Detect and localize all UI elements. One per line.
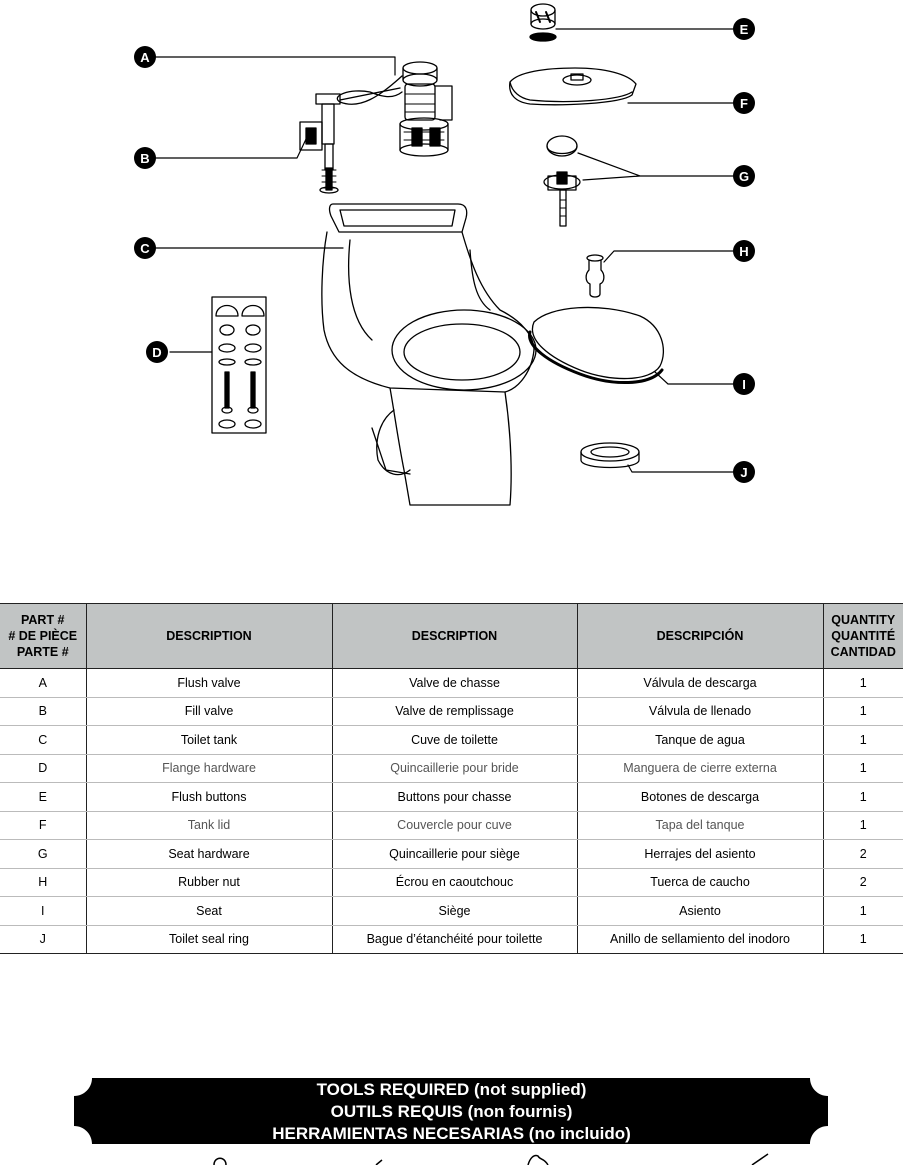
header-part-number: PART # # DE PIÈCE PARTE # xyxy=(0,604,86,669)
cell-description-fr: Quincaillerie pour siège xyxy=(332,840,577,869)
cell-part: H xyxy=(0,868,86,897)
cell-description-es: Anillo de sellamiento del inodoro xyxy=(577,925,823,954)
tool-icon-knife xyxy=(752,1154,768,1165)
flange-hardware-drawing xyxy=(212,297,266,433)
cell-part: I xyxy=(0,897,86,926)
svg-text:G: G xyxy=(738,169,750,184)
cell-quantity: 1 xyxy=(823,925,903,954)
cell-description-en: Toilet seal ring xyxy=(86,925,332,954)
callout-h xyxy=(733,240,755,262)
seat-drawing xyxy=(530,307,664,382)
tools-required-section xyxy=(0,1070,903,1165)
leader-lines xyxy=(156,29,733,472)
cell-description-fr: Siège xyxy=(332,897,577,926)
cell-description-es: Manguera de cierre externa xyxy=(577,754,823,783)
cell-description-fr: Valve de remplissage xyxy=(332,697,577,726)
tools-title-es: HERRAMIENTAS NECESARIAS (no incluido) xyxy=(272,1124,631,1143)
cell-description-en: Flange hardware xyxy=(86,754,332,783)
tools-title-fr: OUTILS REQUIS (non fournis) xyxy=(330,1102,573,1121)
cell-description-fr: Couvercle pour cuve xyxy=(332,811,577,840)
callout-e xyxy=(733,18,755,40)
table-row xyxy=(0,840,903,869)
table-row xyxy=(0,868,903,897)
table-row xyxy=(0,754,903,783)
cell-description-es: Tuerca de caucho xyxy=(577,868,823,897)
callout-j xyxy=(733,461,755,483)
cell-quantity: 1 xyxy=(823,754,903,783)
cell-quantity: 1 xyxy=(823,783,903,812)
tool-icon-wrench xyxy=(214,1158,226,1165)
table-row xyxy=(0,783,903,812)
cell-description-es: Tapa del tanque xyxy=(577,811,823,840)
svg-text:E: E xyxy=(739,22,749,37)
svg-text:A: A xyxy=(140,50,150,65)
table-row xyxy=(0,897,903,926)
cell-description-fr: Écrou en caoutchouc xyxy=(332,868,577,897)
cell-description-es: Válvula de llenado xyxy=(577,697,823,726)
callout-f xyxy=(733,92,755,114)
toilet-tank-drawing xyxy=(322,204,536,505)
cell-description-en: Flush valve xyxy=(86,669,332,698)
cell-description-en: Fill valve xyxy=(86,697,332,726)
flush-valve-drawing xyxy=(337,62,452,156)
cell-description-fr: Bague d’étanchéité pour toilette xyxy=(332,925,577,954)
cell-description-en: Seat hardware xyxy=(86,840,332,869)
cell-part: E xyxy=(0,783,86,812)
svg-text:H: H xyxy=(739,244,749,259)
callout-b xyxy=(134,147,156,169)
cell-description-fr: Buttons pour chasse xyxy=(332,783,577,812)
callout-c xyxy=(134,237,156,259)
cell-quantity: 1 xyxy=(823,726,903,755)
parts-diagram xyxy=(0,0,903,560)
cell-part: D xyxy=(0,754,86,783)
svg-text:I: I xyxy=(742,377,746,392)
callout-i xyxy=(733,373,755,395)
seal-ring-drawing xyxy=(581,443,639,468)
cell-description-es: Válvula de descarga xyxy=(577,669,823,698)
table-row xyxy=(0,726,903,755)
cell-description-en: Toilet tank xyxy=(86,726,332,755)
table-row xyxy=(0,925,903,954)
cell-description-en: Tank lid xyxy=(86,811,332,840)
cell-part: C xyxy=(0,726,86,755)
cell-description-es: Tanque de agua xyxy=(577,726,823,755)
cell-description-fr: Valve de chasse xyxy=(332,669,577,698)
cell-quantity: 2 xyxy=(823,840,903,869)
svg-text:B: B xyxy=(140,151,150,166)
cell-part: B xyxy=(0,697,86,726)
callout-a xyxy=(134,46,156,68)
cell-description-en: Seat xyxy=(86,897,332,926)
cell-description-fr: Cuve de toilette xyxy=(332,726,577,755)
parts-table xyxy=(0,603,903,954)
cell-description-es: Herrajes del asiento xyxy=(577,840,823,869)
tank-lid-drawing xyxy=(510,68,636,105)
cell-quantity: 1 xyxy=(823,669,903,698)
cell-part: J xyxy=(0,925,86,954)
header-description-en: DESCRIPTION xyxy=(86,604,332,669)
tool-icons xyxy=(214,1154,768,1165)
header-description-fr: DESCRIPTION xyxy=(332,604,577,669)
callout-d xyxy=(146,341,168,363)
cell-description-en: Flush buttons xyxy=(86,783,332,812)
table-row xyxy=(0,811,903,840)
flush-buttons-drawing xyxy=(530,4,556,41)
header-quantity: QUANTITY QUANTITÉ CANTIDAD xyxy=(823,604,903,669)
tool-icon-pliers xyxy=(528,1155,548,1165)
svg-text:F: F xyxy=(740,96,748,111)
cell-part: F xyxy=(0,811,86,840)
tools-title-en: TOOLS REQUIRED (not supplied) xyxy=(316,1080,587,1099)
svg-text:D: D xyxy=(152,345,162,360)
cell-quantity: 2 xyxy=(823,868,903,897)
svg-text:J: J xyxy=(740,465,748,480)
callout-g xyxy=(733,165,755,187)
table-header-row xyxy=(0,604,903,669)
table-row xyxy=(0,697,903,726)
cell-description-es: Asiento xyxy=(577,897,823,926)
table-row xyxy=(0,669,903,698)
cell-part: G xyxy=(0,840,86,869)
cell-part: A xyxy=(0,669,86,698)
tool-icon-screwdriver xyxy=(376,1160,382,1165)
svg-text:C: C xyxy=(140,241,150,256)
rubber-nut-drawing xyxy=(586,255,604,297)
header-description-es: DESCRIPCIÓN xyxy=(577,604,823,669)
cell-description-en: Rubber nut xyxy=(86,868,332,897)
cell-quantity: 1 xyxy=(823,897,903,926)
cell-quantity: 1 xyxy=(823,811,903,840)
cell-quantity: 1 xyxy=(823,697,903,726)
cell-description-es: Botones de descarga xyxy=(577,783,823,812)
seat-hardware-drawing xyxy=(544,136,580,226)
cell-description-fr: Quincaillerie pour bride xyxy=(332,754,577,783)
